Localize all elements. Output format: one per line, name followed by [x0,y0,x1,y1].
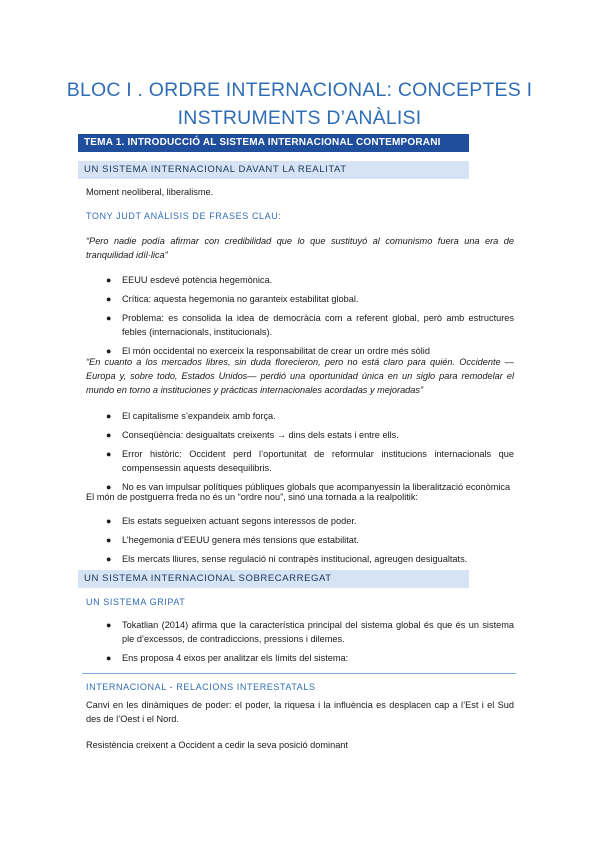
list-item: ● El capitalisme s’expandeix amb força. [106,411,276,421]
subheading-rule [82,673,516,674]
bullet-list-3 [86,514,514,571]
section-heading-sobrecarregat: UN SISTEMA INTERNACIONAL SOBRECARREGAT [78,570,469,588]
section-heading-realitat: UN SISTEMA INTERNACIONAL DAVANT LA REALITAT [78,161,469,179]
list-item: ● Els mercats lliures, sense regulació ni contrapès institucional, agreugen desigualtats. [106,554,468,564]
subheading-tony-judt: TONY JUDT ANÀLISIS DE FRASES CLAU: [86,211,282,221]
list-item: ● Crítica: aquesta hegemonia no garanteix estabilitat global. [106,294,359,304]
bullet-icon: ● [106,620,112,630]
subheading-sistema-gripat: UN SISTEMA GRIPAT [86,597,186,607]
document-title [40,76,559,132]
power-dynamics-paragraph: Canvi en les dinàmiques de poder: el poder, la riquesa i la influència es desplacen cap a l’Est i el Sud des de l’Oest i el Nord. [86,700,514,724]
bullet-icon: ● [106,294,112,304]
bullet-icon: ● [106,346,112,356]
realpolitik-paragraph: El món de postguerra freda no és un “ordre nou”, sinó una tornada a la realpolitik: [86,492,418,502]
bullet-icon: ● [106,482,112,492]
list-item: ● Els estats segueixen actuant segons interessos de poder. [106,516,357,526]
title-line-1: BLOC I . ORDRE INTERNACIONAL: CONCEPTES I [66,79,533,101]
list-item: ● No es van impulsar polítiques públiques globals que acompanyessin la liberalització econòmica [106,482,511,492]
quote-paragraph-1: “Pero nadie podía afirmar con credibilidad que lo que sustituyó al comunismo fuera una era de tranquilidad idíl·lica” [86,236,514,260]
bullet-list-4 [86,618,514,670]
list-item: ● El món occidental no exerceix la responsabilitat de crear un ordre més sòlid [106,346,430,356]
bullet-list-2 [86,409,514,499]
bullet-icon: ● [106,554,112,564]
resistance-paragraph: Resistència creixent a Occident a cedir la seva posició dominant [86,740,348,750]
quote-paragraph-2: “En cuanto a los mercados libres, sin duda florecieron, pero no está claro para quién. Occidente —Europa y, sobre todo, Estados Unidos— perdió una oportunidad única en un siglo para remodelar el mundo en torno a instituciones y prácticas internacionales acordadas y mejoradas” [86,357,514,395]
bullet-icon: ● [106,313,112,323]
bullet-icon: ● [106,653,112,663]
bullet-icon: ● [106,535,112,545]
bullet-icon: ● [106,430,112,440]
bullet-icon: ● [106,449,112,459]
subheading-relacions-interestatals: INTERNACIONAL - RELACIONS INTERESTATALS [86,682,316,692]
list-item: ● Error històric: Occident perd l’oportunitat de reformular institucions internacionals que compensessin aquests desequilibris. [106,449,514,473]
list-item: ● Ens proposa 4 eixos per analitzar els límits del sistema: [106,653,349,663]
bullet-icon: ● [106,275,112,285]
tema-heading: TEMA 1. INTRODUCCIÓ AL SISTEMA INTERNACIONAL CONTEMPORANI [78,134,469,152]
bullet-icon: ● [106,516,112,526]
list-item: ● L’hegemonia d’EEUU genera més tensions que estabilitat. [106,535,359,545]
list-item: ● EEUU esdevé potència hegemònica. [106,275,273,285]
intro-paragraph: Moment neoliberal, liberalisme. [86,187,214,197]
title-line-2: INSTRUMENTS D’ANÀLISI [177,107,422,129]
list-item: ● Problema: es consolida la idea de democràcia com a referent global, però amb estructures febles (internacionals, institucionals). [106,313,514,337]
bullet-list-1 [86,273,514,363]
bullet-icon: ● [106,411,112,421]
list-item: ● Conseqüència: desigualtats creixents → dins dels estats i entre ells. [106,430,399,440]
list-item: ● Tokatlian (2014) afirma que la característica principal del sistema global és que és un sistema ple d’excessos, de contradiccions, pressions i dilemes. [106,620,514,644]
